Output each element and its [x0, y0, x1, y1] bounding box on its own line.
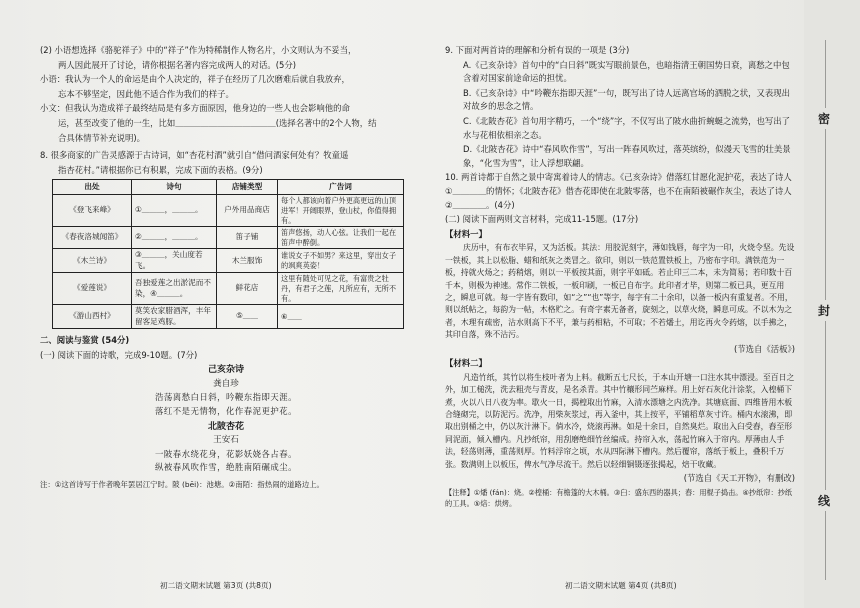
q9-option-a: A.《己亥杂诗》首句中的“白日斜”既实写眼前景色，也暗指清王朝国势日衰，离愁之中包含着对国家前途命运的担忧。: [463, 59, 790, 84]
table-cell-shop: 户外用品商店: [217, 195, 278, 227]
q9-option-d: D.《北陂杏花》诗中“春风吹作雪”，写出一阵春风吹过，落英缤纷，似漫天飞雪的壮美景象，“化雪为雪”，让人浮想联翩。: [463, 144, 791, 168]
q8-lead: 8. 很多商家的广告灵感源于古诗词，如“杏花村酒”就引自“借问酒家何处有？牧童遥: [40, 150, 349, 161]
table-row: [53, 305, 404, 329]
poem-title: 北陂杏花: [207, 421, 244, 432]
table-cell-verse[interactable]: ③＿＿＿，关山度若飞。: [132, 249, 217, 273]
table-header: 出处: [53, 180, 132, 195]
q2-xiaoyu2: 忘本不够坚定，因此他不适合作为我们的样子。: [58, 88, 234, 99]
table-cell-slogan[interactable]: ⑥＿＿: [278, 305, 404, 329]
table-cell-source: 《春夜洛城闻笛》: [53, 227, 132, 249]
q9-option-c: C.《北陂杏花》首句用字精巧，一个“绕”字，不仅写出了陂水曲折蜿蜒之流势，也写出了水与花相依相亲之态。: [463, 115, 791, 140]
table-cell-source: 《木兰诗》: [53, 249, 132, 273]
poem-line: 落红不是无情物，化作春泥更护花。: [155, 406, 297, 417]
ad-table: [52, 179, 404, 329]
page-footer-left: 初二语文期末试题 第3页 (共8页): [160, 581, 272, 590]
table-cell-verse[interactable]: ①＿＿＿，＿＿＿。: [132, 195, 217, 227]
table-cell-slogan: 这里有随处可见之花，有富贵之牡丹，有君子之莲，凡所应有，无所不有。: [278, 273, 404, 305]
part-heading: (二) 阅读下面两则文言材料，完成11-15题。(17分): [445, 214, 639, 225]
seal-mark: 线: [818, 490, 830, 511]
material-title: 【材料一】: [445, 228, 487, 239]
table-cell-source: 《爱莲说》: [53, 273, 132, 305]
q2-lead: (2) 小语想选择《骆驼祥子》中的“祥子”作为特稀制作人物名片，小文则认为不妥当，: [40, 45, 357, 55]
q8-lead2: 指杏花村。”请根据你已有积累，完成下面的表格。(9分): [58, 164, 263, 175]
material-title: 【材料二】: [445, 358, 487, 369]
page-footer-right: 初二语文期末试题 第4页 (共8页): [565, 581, 677, 590]
binding-margin: [804, 0, 860, 608]
table-cell-slogan: 每个人都该向着户外更高更远的山顶进军！开阔眼界，登山杖，你值得拥有。: [278, 195, 404, 227]
table-row: [53, 227, 404, 249]
poem-author: 王安石: [213, 435, 239, 446]
material-two-text: 凡造竹纸，其竹以将生枝叶者为上料。截断五七尺长，于本山开塘一口注水其中漂浸。至百日之外，加工槌洗，洗去粗壳与青皮，是名杀青。其中竹穰形同苎麻样。用上好石灰化汁涂浆，入楻桶下煮，火以八日八夜为率。歇火一日，揭楻取出竹麻，入清水漂塘之内洗净。其塘底面、四维皆用木板合缝砌完，以防泥污。洗净，用柴灰浆过，再入釜中，其上按平，平铺稻草灰寸许。桶内水滚沸，即取出别桶之中，仍以灰汁淋下。倘水冷，烧滚再淋。如是十余日，自然臭烂。取出入臼受舂，舂至形同泥面，倾入槽内。凡抄纸帘，用刮磨绝细竹丝编成。持帘入水，荡起竹麻入于帘内。厚薄由人手法，轻荡则薄，重荡则厚。竹料浮帘之顷，水从四际淋下槽内。然后覆帘，落纸于板上，叠积千万张。数满则上以板压，俾水气净尽流干。然后以轻细铜镊逐张揭起，焙干收藏。: [445, 372, 795, 469]
q2-xiaowen2: 运，甚至改变了他的一生，比如＿＿＿＿＿＿＿＿＿＿＿＿(选择名著中的2个人物，结: [58, 117, 377, 128]
material-source: (节选自《活板》): [734, 343, 795, 354]
table-cell-source: 《游山西村》: [53, 305, 132, 329]
q2-lead2: 两人因此展开了讨论，请你根据名著内容完成两人的对话。(5分): [58, 59, 296, 70]
poem-line: 纵被春风吹作雪，绝胜南陌碾成尘。: [155, 462, 297, 473]
table-cell-shop: 木兰服饰: [217, 249, 278, 273]
table-cell-verse[interactable]: ②＿＿＿，＿＿＿。: [132, 227, 217, 249]
table-cell-slogan: 谁说女子不如男？来这里，穿出女子的飒爽英姿！: [278, 249, 404, 273]
table-cell-shop: 笛子铺: [217, 227, 278, 249]
q2-xiaowen3: 合具体情节补充说明)。: [58, 132, 146, 143]
poem-line: 浩荡离愁白日斜，吟鞭东指即天涯。: [155, 392, 297, 403]
table-cell-verse: 莫笑农家腊酒浑，丰年留客足鸡豚。: [132, 305, 217, 329]
table-cell-slogan: 笛声悠扬，动人心弦。让我们一起在笛声中醉倒。: [278, 227, 404, 249]
part-heading: (一) 阅读下面的诗歌，完成9-10题。(7分): [40, 349, 198, 360]
q9-lead: 9. 下面对两首诗的理解和分析有误的一项是 (3分): [445, 45, 630, 55]
table-cell-shop[interactable]: ⑤＿＿: [217, 305, 278, 329]
table-cell-shop: 鲜花店: [217, 273, 278, 305]
seal-mark: 封: [818, 300, 830, 321]
section-heading: 二、阅读与鉴赏 (54分): [40, 335, 130, 346]
q10: 10. 两首诗都于自然之景中寄寓着诗人的情志。《己亥杂诗》借落红甘愿化泥护花，表达了诗人①＿＿＿＿的情怀；《北陂杏花》借杏花即使在北陂零落，也不在南陌被碾作灰尘，表达了诗人②＿＿＿＿。(4分): [445, 172, 792, 210]
table-cell-source: 《登飞来峰》: [53, 195, 132, 227]
q9-option-b: B.《己亥杂诗》中“吟鞭东指即天涯”一句，既写出了诗人远离官场的洒脱之状，又表现出对故乡的思念之情。: [463, 87, 790, 112]
material-one-text: 庆历中，有布衣毕昇，又为活板。其法：用胶泥刻字，薄如钱唇，每字为一印，火烧令坚。先设一铁板，其上以松脂、蜡和纸灰之类冒之。欲印，则以一铁范置铁板上，乃密布字印。满铁范为一板，持就火炀之；药稍熔，则以一平板按其面，则字平如砥。若止印三二本，未为简易；若印数十百千本，则极为神速。常作二铁板，一板印刷，一板已自布字。此印者才毕，则第二板已具，更互用之，瞬息可就。每一字皆有数印，如“之”“也”等字，每字有二十余印，以备一板内有重复者。不用，则以纸帖之，每韵为一帖，木格贮之。有奇字素无备者，旋刻之，以草火烧，瞬息可成。不以木为之者，木理有疏密，沾水则高下不平，兼与药相粘，不可取；不若燔土，用讫再火令药熔，以手拂之，其印自落，殊不沾污。: [445, 243, 795, 340]
right-page: [445, 44, 795, 510]
material-source: (节选自《天工开物》，有删改): [683, 473, 795, 483]
annotation-notes: 【注释】①燔 (fán)：烧。②楻桶：有檐篷的大木桶。③臼：盛东西的器具；舂：用棍子捣击。④抄纸帘：抄纸的工具。⑤焙：烘烤。: [445, 487, 793, 508]
table-cell-verse[interactable]: 吾独爱莲之出淤泥而不染，④＿＿＿。: [132, 273, 217, 305]
poem-title: 己亥杂诗: [207, 365, 244, 376]
poem-note: 注：①这首诗写于作者晚年罢居江宁时。陂 (bēi)：池塘。②南陌：指热闹的道路边上。: [40, 480, 324, 490]
table-row: [53, 249, 404, 273]
poem-line: 一陂春水绕花身，花影妖娆各占春。: [155, 448, 297, 459]
q2-xiaowen: 小文：但我认为造成祥子最终结局是有多方面原因，他身边的一些人也会影响他的命: [40, 103, 350, 114]
table-header: 诗句: [132, 180, 217, 195]
poem-author: 龚自珍: [213, 378, 239, 389]
table-row: [53, 195, 404, 227]
table-row: [53, 273, 404, 305]
table-header: 店铺类型: [217, 180, 278, 195]
table-header: 广告词: [278, 180, 404, 195]
seal-mark: 密: [818, 108, 830, 129]
q2-xiaoyu: 小语：我认为一个人的命运是由个人决定的，祥子在经历了几次磨难后就自我放弃，: [40, 74, 350, 85]
left-page: [40, 44, 412, 493]
